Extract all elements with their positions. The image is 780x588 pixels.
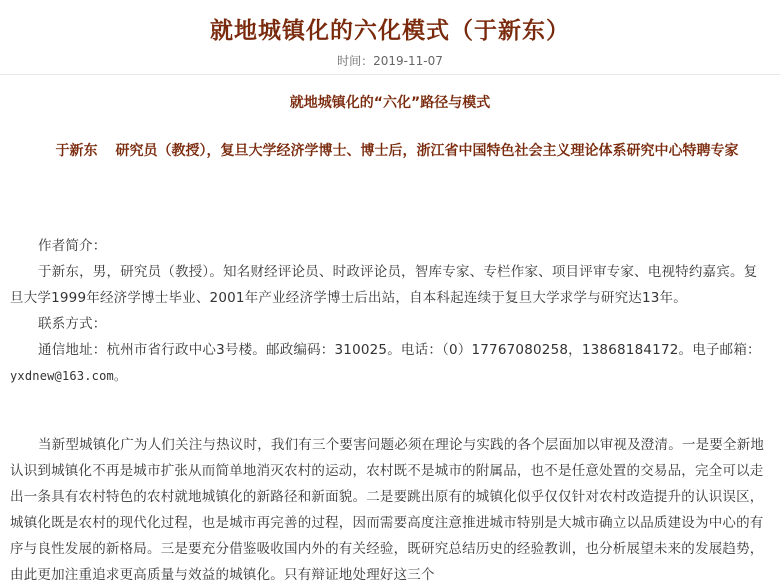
article-title: 就地城镇化的六化模式（于新东） [210,18,570,44]
contact-heading: 联系方式： [38,316,107,332]
author-credentials: 研究员（教授），复旦大学经济学博士、博士后，浙江省中国特色社会主义理论体系研究中心特聘专家 [115,143,739,159]
publish-date: 时间：2019-11-07 [337,54,443,68]
contact-address: 通信地址：杭州市省行政中心3号楼。邮政编码：310025。电话：（0）17767080258，13868184172。电子邮箱： [38,342,761,358]
contact-email: yxdnew@163.com。 [10,369,127,383]
header-divider [0,74,780,75]
author-line [32,139,762,164]
bio-text: 于新东，男，研究员（教授）。知名财经评论员、时政评论员，智库专家、专栏作家、项目评审专家、电视特约嘉宾。复旦大学1999年经济学博士毕业、2001年产业经济学博士后出站，自本科起连续于复旦大学求学与研究达13年。 [10,264,758,306]
article-subtitle: 就地城镇化的“六化”路径与模式 [289,95,491,111]
body-paragraph: 当新型城镇化广为人们关注与热议时，我们有三个要害问题必须在理论与实践的各个层面加以审视及澄清。一是要全新地认识到城镇化不再是城市扩张从而简单地消灭农村的运动，农村既不是城市的附属品，也不是任意处置的交易品，完全可以走出一条具有农村特色的农村就地城镇化的新路径和新面貌。二是要跳出原有的城镇化似乎仅仅针对农村改造提升的认识误区，城镇化既是农村的现代化过程，也是城市再完善的过程，因而需要高度注意推进城市特别是大城市确立以品质建设为中心的有序与良性发展的新格局。三是要充分借鉴吸收国内外的有关经验，既研究总结历史的经验教训，也分析展望未来的发展趋势，由此更加注重追求更高质量与效益的城镇化。只有辩证地处理好这三个 [10,437,765,583]
article-body [10,432,770,588]
author-name: 于新东 [55,143,98,159]
bio-heading: 作者简介： [38,238,107,254]
author-bio-section [10,233,770,389]
